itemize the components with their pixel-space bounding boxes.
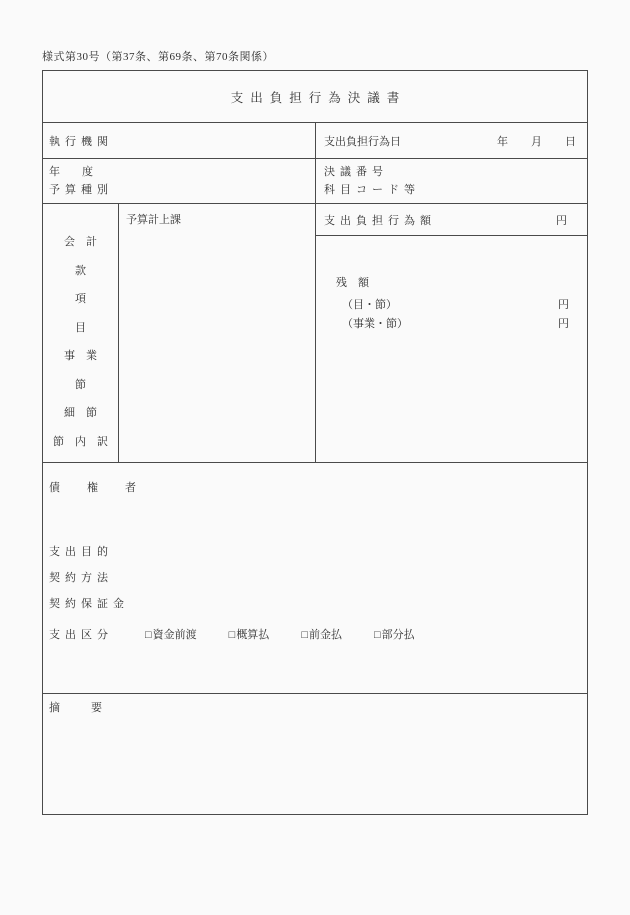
budget-row-label-setsu: 節 [75, 378, 86, 391]
budget-row-label-kou: 項 [75, 293, 86, 306]
budget-row-label-account: 会 計 [64, 236, 97, 248]
contract-deposit-label: 契約保証金 [49, 598, 129, 610]
checkbox-advance-funds[interactable] [145, 626, 197, 644]
amount-column [316, 204, 587, 462]
fiscal-year-cell [43, 159, 316, 203]
budget-division-label: 予算計上課 [126, 214, 181, 226]
balance-label: 残 額 [336, 277, 369, 289]
year-number-row [43, 159, 587, 204]
budget-row-label-saisetsu: 細 節 [64, 407, 97, 420]
yen-unit-label: 円 [558, 318, 569, 330]
budget-division-cell [119, 204, 316, 462]
yen-unit-label: 円 [558, 299, 569, 311]
date-units [497, 133, 576, 149]
resolution-number-label: 決議番号 [324, 166, 388, 178]
budget-type-label: 予算種別 [49, 184, 113, 196]
budget-labels-column [43, 204, 119, 462]
expense-category-row [49, 626, 587, 644]
checkbox-icon: □ [228, 629, 236, 641]
creditor-label: 債 権 者 [49, 482, 144, 494]
balance-area [316, 236, 587, 334]
contract-method-label: 契約方法 [49, 572, 113, 584]
checkbox-icon: □ [301, 629, 308, 641]
form-caption: 様式第30号（第37条、第69条、第70条関係） [42, 51, 274, 63]
yen-unit-label: 円 [556, 214, 567, 227]
checkbox-icon: □ [145, 629, 152, 641]
budget-row-label-moku: 目 [75, 321, 86, 334]
summary-label: 摘 要 [49, 702, 112, 714]
budget-row-label-jigyou: 事 業 [64, 350, 97, 363]
checkbox-icon: □ [373, 629, 381, 641]
act-date-cell [316, 123, 587, 158]
balance-row-label: （目・節） [342, 299, 397, 311]
summary-section [43, 694, 587, 814]
balance-row-label: （事業・節） [342, 318, 408, 330]
creditor-section [43, 463, 587, 694]
title-row [43, 71, 587, 123]
year-unit-label: 年 [497, 135, 508, 148]
form-title: 支出負担行為決議書 [230, 90, 407, 105]
checkbox-advance-payment[interactable] [301, 626, 342, 644]
category-label: 前金払 [308, 629, 342, 641]
agency-date-row [43, 123, 587, 159]
category-label: 部分払 [381, 629, 415, 641]
act-amount-row [316, 204, 587, 236]
category-label: 概算払 [236, 629, 270, 641]
expense-category-label: 支出区分 [49, 629, 113, 641]
checkbox-estimated-payment[interactable] [229, 626, 270, 644]
expenditure-purpose-label: 支出目的 [49, 546, 113, 558]
budget-row-label-setsuuchiwake: 節 内 訳 [53, 435, 108, 448]
act-amount-label: 支出負担行為額 [324, 214, 436, 227]
fiscal-year-label: 年 度 [49, 166, 93, 178]
balance-row-moku-setsu [336, 296, 569, 315]
expenditure-form [42, 70, 588, 815]
account-code-label: 科目コード等 [324, 184, 420, 196]
budget-section [43, 204, 587, 463]
budget-row-label-kan: 款 [75, 264, 86, 277]
balance-row-jigyou-setsu [336, 315, 569, 334]
day-unit-label: 日 [565, 135, 576, 148]
executing-agency-label: 執行機関 [49, 135, 113, 148]
resolution-number-cell [316, 159, 587, 203]
category-label: 資金前渡 [152, 629, 197, 641]
executing-agency-cell [43, 123, 316, 158]
month-unit-label: 月 [531, 135, 542, 148]
checkbox-partial-payment[interactable] [374, 626, 415, 644]
act-date-label: 支出負担行為日 [324, 135, 401, 148]
